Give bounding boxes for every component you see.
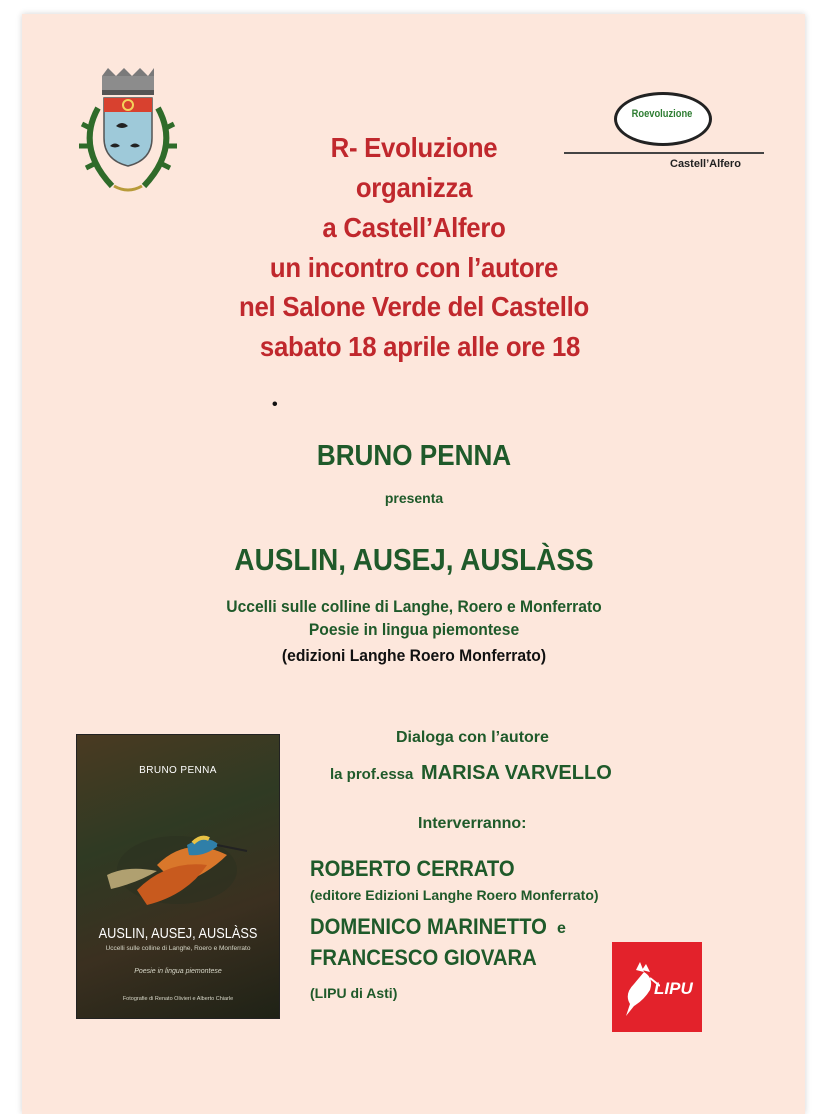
book-cover-author: BRUNO PENNA bbox=[139, 765, 217, 776]
book-cover-subtitle: Uccelli sulle colline di Langhe, Roero e Monferrato bbox=[105, 945, 251, 952]
header-line-6: sabato 18 aprile alle ore 18 bbox=[259, 331, 581, 362]
moderator-name: MARISA VARVELLO bbox=[421, 762, 612, 784]
lipu-text: LIPU bbox=[654, 979, 693, 998]
logo-town: Castell’Alfero bbox=[670, 158, 741, 170]
presents-label: presenta bbox=[384, 490, 444, 506]
header-line-4: un incontro con l’autore bbox=[269, 252, 559, 283]
subtitle-birds: Uccelli sulle colline di Langhe, Roero e Monferrato bbox=[226, 597, 602, 616]
dialog-label: Dialoga con l’autore bbox=[396, 729, 549, 746]
speaker-1: ROBERTO CERRATO bbox=[310, 856, 515, 881]
speaker-conjunction: e bbox=[557, 920, 566, 937]
header-line-2: organizza bbox=[355, 172, 473, 203]
bullet-separator: • bbox=[272, 396, 278, 413]
header-line-1: R- Evoluzione bbox=[330, 132, 498, 163]
logo-word: Roevoluzione bbox=[631, 108, 693, 120]
moderator-prefix: la prof.essa bbox=[330, 766, 414, 783]
speakers-note: (LIPU di Asti) bbox=[310, 985, 398, 1001]
book-cover-title: AUSLIN, AUSEJ, AUSLÀSS bbox=[98, 925, 258, 942]
book-cover-photo-credit: Fotografie di Renato Olivieri e Alberto Chiarle bbox=[122, 996, 234, 1002]
subtitle-poems: Poesie in lingua piemontese bbox=[308, 620, 520, 639]
header-line-3: a Castell’Alfero bbox=[322, 212, 506, 243]
speaker-3: FRANCESCO GIOVARA bbox=[310, 945, 537, 970]
book-title: AUSLIN, AUSEJ, AUSLÀSS bbox=[234, 542, 594, 577]
speakers-label: Interverranno: bbox=[418, 815, 527, 832]
lipu-logo bbox=[612, 942, 702, 1032]
book-cover-poesie: Poesie in lingua piemontese bbox=[134, 968, 222, 975]
speaker-2: DOMENICO MARINETTO bbox=[310, 914, 547, 939]
author-name: BRUNO PENNA bbox=[316, 440, 512, 472]
speaker-1-note: (editore Edizioni Langhe Roero Monferrato) bbox=[310, 887, 599, 903]
header-line-5: nel Salone Verde del Castello bbox=[239, 291, 589, 322]
publisher-note: (edizioni Langhe Roero Monferrato) bbox=[281, 646, 547, 665]
book-cover bbox=[76, 734, 280, 1019]
bird-icon bbox=[97, 805, 267, 915]
